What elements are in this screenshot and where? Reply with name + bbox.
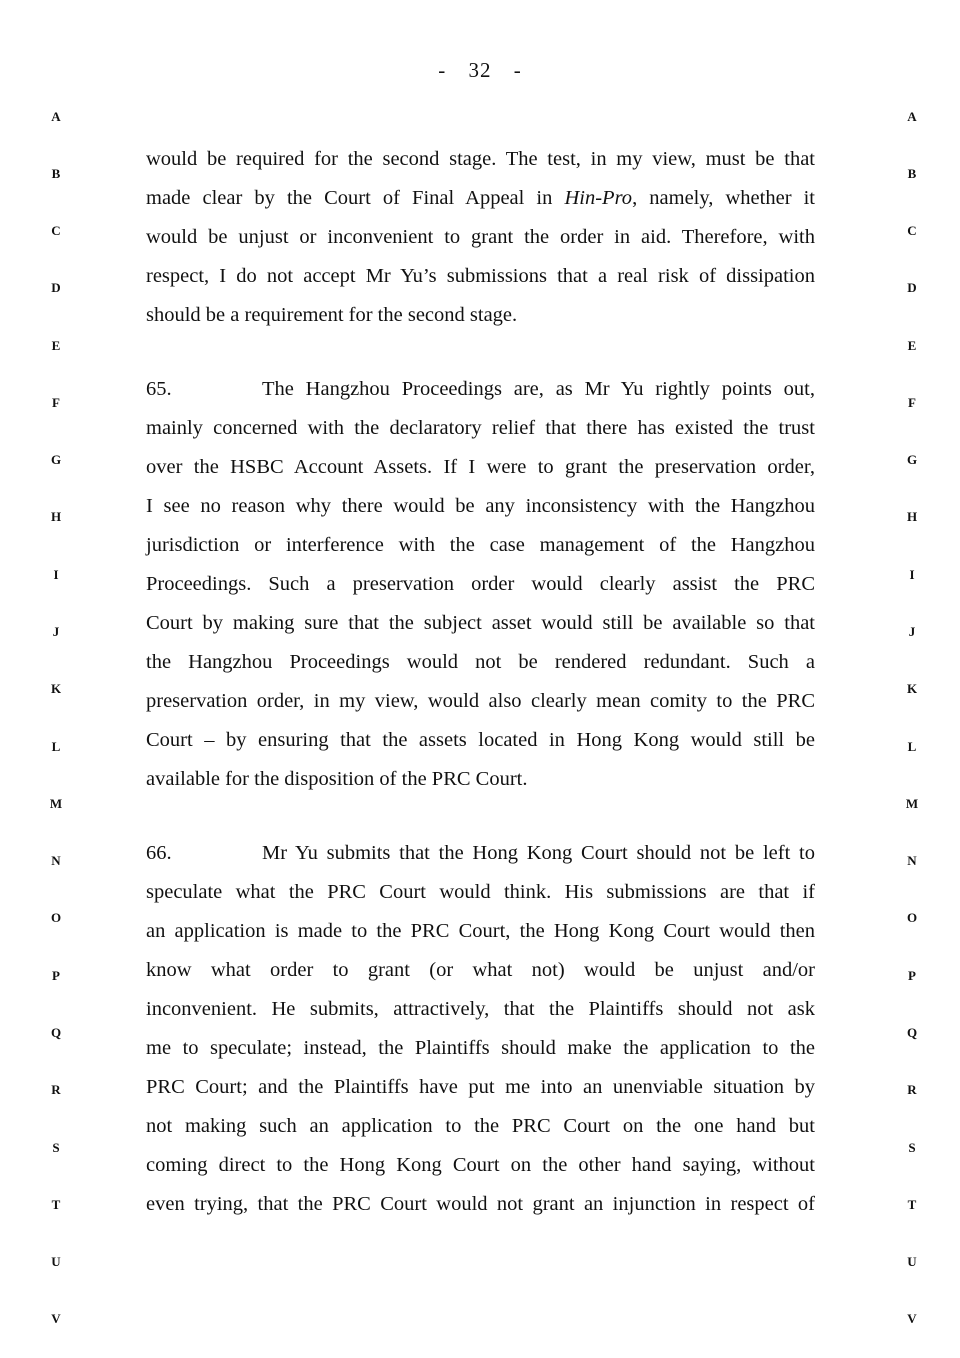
margin-letter: K [906,681,918,696]
text-line: jurisdiction or interference with the case management of the Hangzhou [146,534,815,556]
text-line: available for the disposition of the PRC Court. [146,768,528,790]
margin-letter: D [907,280,917,295]
paragraph-number: 66. [146,842,172,864]
margin-letter: M [49,796,63,811]
margin-letter: F [52,395,60,410]
margin-letter: M [905,796,919,811]
margin-letter: V [51,1311,61,1326]
margin-letter: L [51,739,61,754]
right-margin-letters [902,0,922,1358]
text-line: Court by making sure that the subject asset would still be available so that [146,612,815,634]
text-line: inconvenient. He submits, attractively, that the Plaintiffs should not ask [146,998,815,1020]
margin-letter: U [907,1254,917,1269]
margin-letter: J [908,624,916,639]
text-line: should be a requirement for the second stage. [146,304,518,326]
margin-letter: H [50,509,62,524]
margin-letter: K [50,681,62,696]
text-line [146,185,815,211]
text-line: respect, I do not accept Mr Yu’s submissions that a real risk of dissipation [146,265,815,287]
text-segment: made clear by the Court of Final Appeal in [146,187,553,209]
margin-letter: U [51,1254,61,1269]
margin-letter: A [907,109,917,124]
margin-letter: B [51,166,61,181]
margin-letter: G [50,452,62,467]
page-number-dash-left: - [438,58,447,82]
page-number-value: 32 [468,58,492,82]
text-segment: The Hangzhou Proceedings are, as Mr Yu rightly points out, [262,378,815,400]
margin-letter: B [907,166,917,181]
text-line: would be required for the second stage. The test, in my view, must be that [146,148,815,170]
margin-letter: Q [50,1025,62,1040]
margin-letter: E [907,338,917,353]
text-line: PRC Court; and the Plaintiffs have put me into an unenviable situation by [146,1076,815,1098]
text-segment: , namely, whether it [632,187,815,209]
text-line: me to speculate; instead, the Plaintiffs should make the application to the [146,1037,815,1059]
text-line: Court – by ensuring that the assets located in Hong Kong would still be [146,729,815,751]
text-line: would be unjust or inconvenient to grant the order in aid. Therefore, with [146,226,815,248]
text-line: I see no reason why there would be any inconsistency with the Hangzhou [146,495,815,517]
margin-letter: L [907,739,917,754]
text-line: over the HSBC Account Assets. If I were to grant the preservation order, [146,456,815,478]
text-line: the Hangzhou Proceedings would not be rendered redundant. Such a [146,651,815,673]
margin-letter: T [51,1197,61,1212]
margin-letter: C [51,223,61,238]
margin-letter: R [51,1082,61,1097]
text-line: speculate what the PRC Court would think. His submissions are that if [146,881,815,903]
margin-letter: O [906,910,918,925]
margin-letter: Q [906,1025,918,1040]
margin-letter: N [51,853,61,868]
margin-letter: E [51,338,61,353]
margin-letter: R [907,1082,917,1097]
margin-letter: I [53,567,59,582]
text-line [146,376,815,402]
text-line: Proceedings. Such a preservation order would clearly assist the PRC [146,573,815,595]
paragraph-number: 65. [146,378,172,400]
margin-letter: P [908,968,916,983]
margin-letter: V [907,1311,917,1326]
margin-letter: A [51,109,61,124]
text-line: preservation order, in my view, would also clearly mean comity to the PRC [146,690,815,712]
page-number [0,58,960,83]
text-line [146,840,815,866]
text-line: even trying, that the PRC Court would not grant an injunction in respect of [146,1193,815,1215]
margin-letter: C [907,223,917,238]
text-line: know what order to grant (or what not) would be unjust and/or [146,959,815,981]
text-line: not making such an application to the PRC Court on the one hand but [146,1115,815,1137]
margin-letter: S [908,1140,916,1155]
margin-letter: J [52,624,60,639]
margin-letter: G [906,452,918,467]
margin-letter: T [907,1197,917,1212]
page-number-dash-right: - [513,58,522,82]
margin-letter: N [907,853,917,868]
margin-letter: P [52,968,60,983]
text-line: mainly concerned with the declaratory relief that there has existed the trust [146,417,815,439]
margin-letter: H [906,509,918,524]
text-line: an application is made to the PRC Court, the Hong Kong Court would then [146,920,815,942]
margin-letter: F [908,395,916,410]
text-segment: Mr Yu submits that the Hong Kong Court should not be left to [262,842,815,864]
text-line: coming direct to the Hong Kong Court on the other hand saying, without [146,1154,815,1176]
left-margin-letters [46,0,66,1358]
margin-letter: I [909,567,915,582]
margin-letter: D [51,280,61,295]
case-name-italic: Hin-Pro [564,187,633,209]
margin-letter: O [50,910,62,925]
margin-letter: S [52,1140,60,1155]
